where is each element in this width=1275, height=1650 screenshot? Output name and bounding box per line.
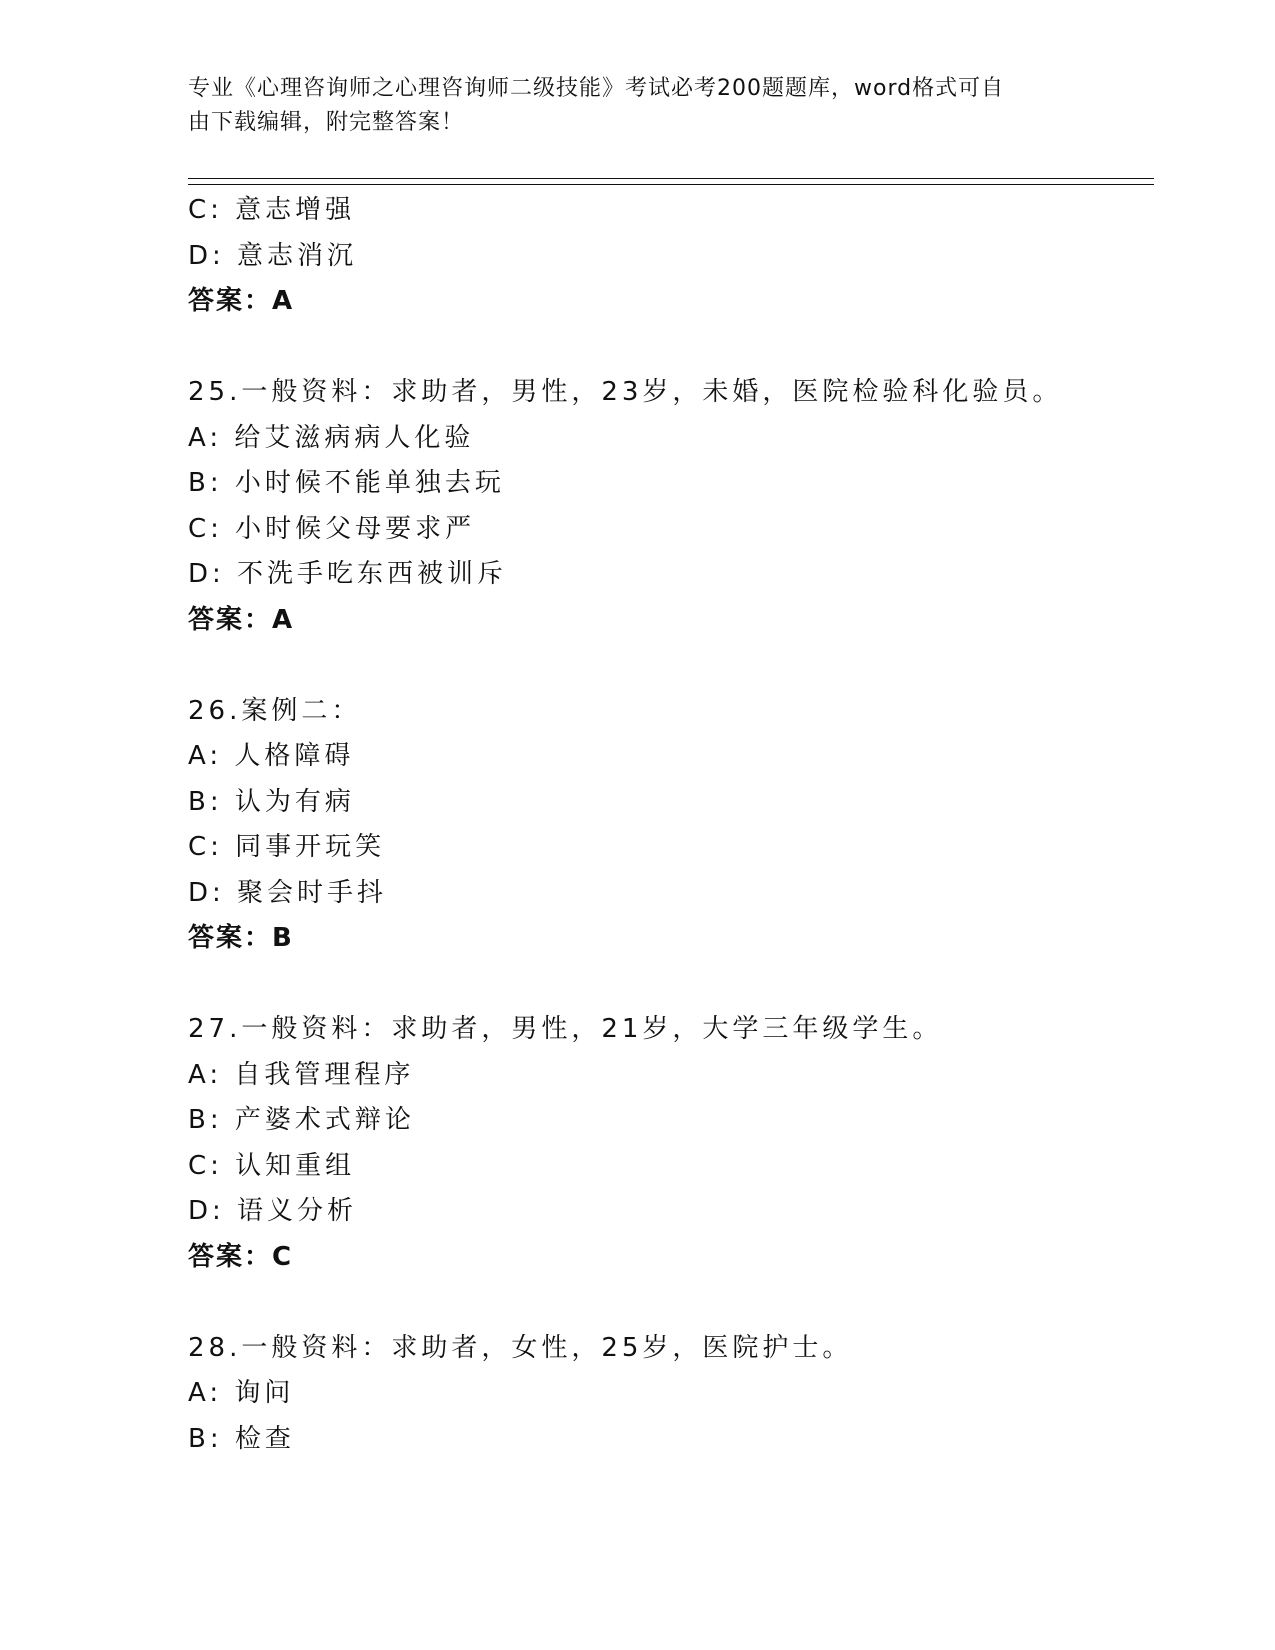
question-stem: 26.案例二： bbox=[188, 695, 362, 726]
option-line: A: 询问 bbox=[188, 1378, 295, 1408]
question-stem: 25.一般资料：求助者，男性，23岁，未婚，医院检验科化验员。 bbox=[188, 377, 1063, 407]
option-line: B: 小时候不能单独去玩 bbox=[188, 468, 505, 498]
option-line: D: 不洗手吃东西被训斥 bbox=[188, 559, 508, 589]
question-stem: 27.一般资料：求助者，男性，21岁，大学三年级学生。 bbox=[188, 1014, 943, 1044]
option-line: C: 意志增强 bbox=[188, 195, 356, 225]
option-line: C: 小时候父母要求严 bbox=[188, 513, 476, 544]
answer-line: 答案：C bbox=[188, 1241, 294, 1272]
document-content bbox=[188, 188, 1148, 1462]
answer-line: 答案：A bbox=[188, 286, 295, 316]
answer-line: 答案：A bbox=[188, 604, 295, 635]
option-line: D: 语义分析 bbox=[188, 1196, 358, 1226]
option-line: C: 同事开玩笑 bbox=[188, 832, 386, 862]
answer-line: 答案：B bbox=[188, 923, 294, 953]
option-line: A: 自我管理程序 bbox=[188, 1059, 415, 1090]
option-line: A: 人格障碍 bbox=[188, 741, 355, 771]
option-line: C: 认知重组 bbox=[188, 1150, 356, 1181]
header-line-2: 由下载编辑，附完整答案！ bbox=[188, 110, 465, 135]
option-line: A: 给艾滋病病人化验 bbox=[188, 422, 475, 453]
option-line: D: 意志消沉 bbox=[188, 240, 358, 271]
option-line: B: 认为有病 bbox=[188, 786, 355, 817]
page-header bbox=[188, 72, 1068, 140]
question-stem: 28.一般资料：求助者，女性，25岁，医院护士。 bbox=[188, 1332, 853, 1363]
option-line: B: 产婆术式辩论 bbox=[188, 1105, 415, 1135]
option-line: B: 检查 bbox=[188, 1423, 295, 1454]
header-line-1: 专业《心理咨询师之心理咨询师二级技能》考试必考200题题库，word格式可自 bbox=[188, 76, 1005, 101]
option-line: D: 聚会时手抖 bbox=[188, 877, 388, 908]
header-divider bbox=[188, 178, 1154, 185]
